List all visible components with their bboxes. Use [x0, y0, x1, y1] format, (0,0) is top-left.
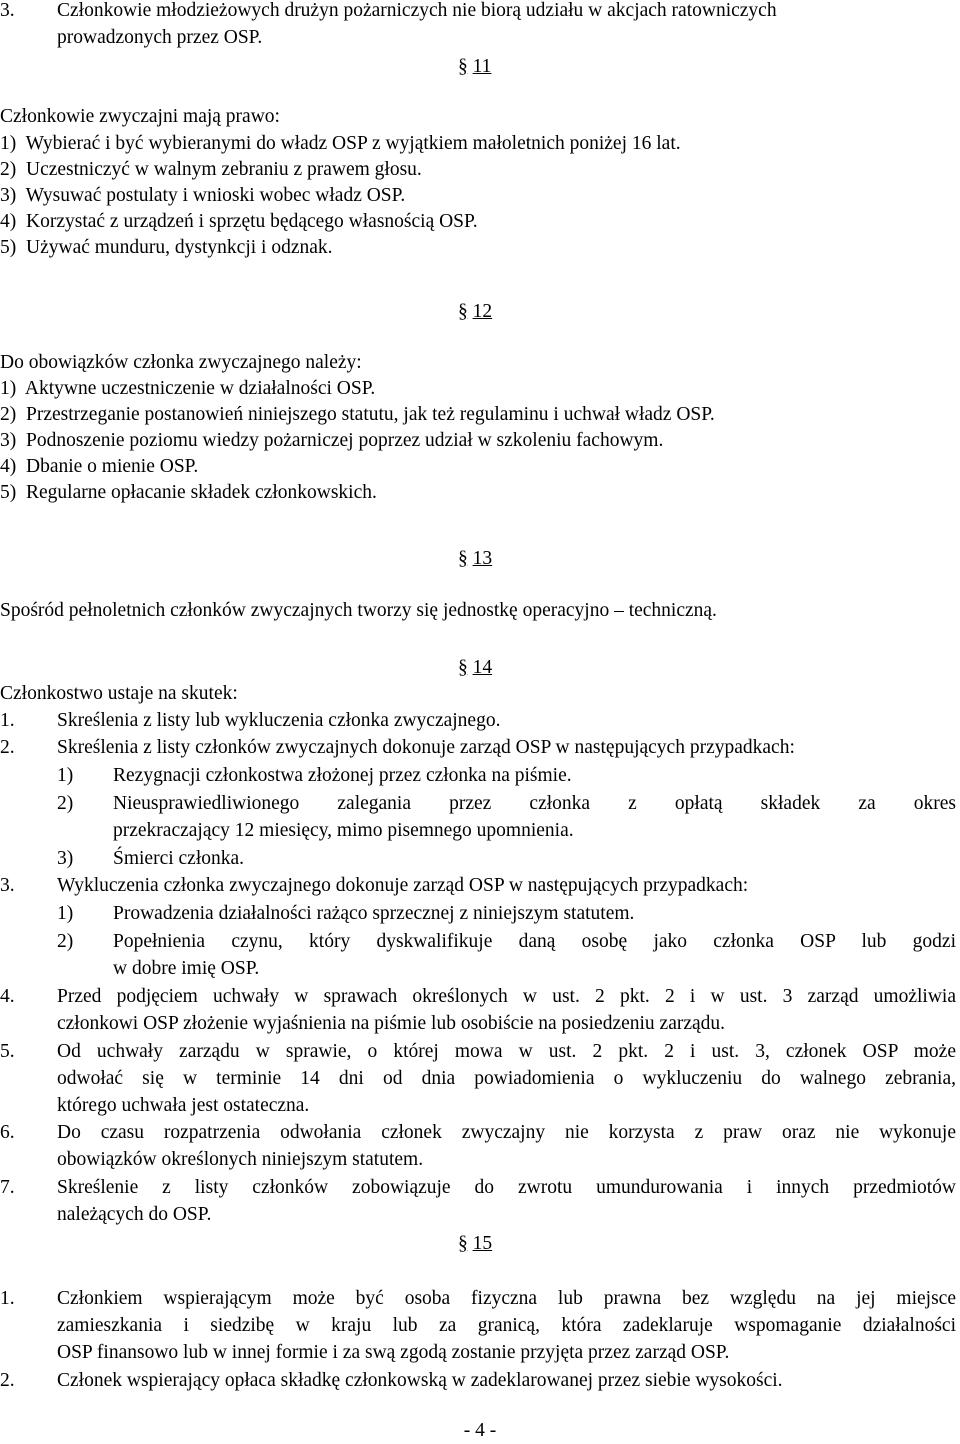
item-text-line: Członkowie młodzieżowych drużyn pożarniczych nie biorą udziału w akcjach ratowniczych [57, 0, 777, 21]
point-text: należących do OSP. [57, 1204, 212, 1225]
section-lead: Członkowie zwyczajni mają prawo: [0, 106, 280, 127]
subpoint-number: 2) [57, 931, 74, 952]
point-text: Skreślenia z listy członków zwyczajnych dokonuje zarząd OSP w następujących przypadkach: [57, 737, 795, 758]
section-heading-14 [458, 654, 492, 681]
section-heading-12 [458, 298, 492, 325]
section-text: Spośród pełnoletnich członków zwyczajnych tworzy się jednostkę operacyjno – techniczną. [0, 600, 717, 621]
section-number: 12 [472, 301, 493, 322]
point-text: obowiązków określonych niniejszym statutem. [57, 1149, 424, 1170]
paragraph-symbol: § [458, 657, 468, 678]
subpoint-text: Prowadzenia działalności rażąco sprzecznej z niniejszym statutem. [113, 903, 635, 924]
point-text: OSP finansowo lub w innej formie i za swą zgodą zostanie przyjęta przez zarząd OSP. [57, 1342, 730, 1363]
section-number: 14 [472, 657, 493, 678]
section-heading-13 [458, 545, 492, 572]
subpoint-number: 3) [57, 848, 74, 869]
subpoint-text: Nieusprawiedliwionego zalegania przez członka z opłatą składek za okres [113, 793, 956, 814]
list-item: 1) Wybierać i być wybieranymi do władz OSP z wyjątkiem małoletnich poniżej 16 lat. [0, 133, 681, 154]
subpoint-number: 1) [57, 765, 74, 786]
point-number: 4. [0, 986, 15, 1007]
point-number: 7. [0, 1177, 15, 1198]
point-text: Od uchwały zarządu w sprawie, o której mowa w ust. 2 pkt. 2 i ust. 3, członek OSP może [57, 1041, 956, 1062]
list-item: 3) Podnoszenie poziomu wiedzy pożarniczej poprzez udział w szkoleniu fachowym. [0, 430, 664, 451]
item-number: 3. [0, 0, 15, 21]
subpoint-number: 2) [57, 793, 74, 814]
subpoint-text: przekraczający 12 miesięcy, mimo pisemnego upomnienia. [113, 820, 574, 841]
point-number: 3. [0, 875, 15, 896]
point-number: 5. [0, 1041, 15, 1062]
point-text: którego uchwała jest ostateczna. [57, 1095, 310, 1116]
list-item: 1) Aktywne uczestniczenie w działalności OSP. [0, 378, 376, 399]
subpoint-text: Rezygnacji członkostwa złożonej przez członka na piśmie. [113, 765, 572, 786]
paragraph-symbol: § [458, 56, 468, 77]
list-item: 4) Korzystać z urządzeń i sprzętu będącego własnością OSP. [0, 211, 478, 232]
point-text: Przed podjęciem uchwały w sprawach określonych w ust. 2 pkt. 2 i w ust. 3 zarząd umożliwia [57, 986, 956, 1007]
point-text: Skreślenia z listy lub wykluczenia członka zwyczajnego. [57, 710, 501, 731]
page-number: - 4 - [463, 1420, 497, 1441]
section-number: 13 [472, 548, 493, 569]
list-item: 5) Regularne opłacanie składek członkowskich. [0, 482, 377, 503]
section-lead: Do obowiązków członka zwyczajnego należy: [0, 352, 362, 373]
section-lead: Członkostwo ustaje na skutek: [0, 683, 238, 704]
point-text: Wykluczenia członka zwyczajnego dokonuje zarząd OSP w następujących przypadkach: [57, 875, 749, 896]
point-number: 6. [0, 1122, 15, 1143]
subpoint-text: Popełnienia czynu, który dyskwalifikuje daną osobę jako członka OSP lub godzi [113, 931, 956, 952]
item-text-line: prowadzonych przez OSP. [57, 27, 263, 48]
paragraph-symbol: § [458, 301, 468, 322]
point-text: Do czasu rozpatrzenia odwołania członek zwyczajny nie korzysta z praw oraz nie wykonuje [57, 1122, 956, 1143]
list-item: 5) Używać munduru, dystynkcji i odznak. [0, 237, 333, 258]
point-number: 1. [0, 710, 15, 731]
list-item: 4) Dbanie o mienie OSP. [0, 456, 199, 477]
section-number: 11 [472, 56, 492, 77]
list-item: 2) Uczestniczyć w walnym zebraniu z prawem głosu. [0, 159, 422, 180]
point-text: członkowi OSP złożenie wyjaśnienia na piśmie lub osobiście na posiedzeniu zarządu. [57, 1013, 726, 1034]
subpoint-text: Śmierci członka. [113, 848, 245, 869]
section-heading-15 [458, 1230, 492, 1257]
section-number: 15 [472, 1233, 493, 1254]
section-heading-11 [458, 53, 491, 80]
subpoint-number: 1) [57, 903, 74, 924]
list-item: 2) Przestrzeganie postanowień niniejszego statutu, jak też regulaminu i uchwał władz OSP. [0, 404, 715, 425]
point-text: zamieszkania i siedzibę w kraju lub za granicą, która zadeklaruje wspomaganie działalności [57, 1315, 956, 1336]
point-text: Skreślenie z listy członków zobowiązuje do zwrotu umundurowania i innych przedmiotów [57, 1177, 956, 1198]
point-number: 2. [0, 737, 15, 758]
paragraph-symbol: § [458, 1233, 468, 1254]
subpoint-text: w dobre imię OSP. [113, 958, 260, 979]
point-text: Członek wspierający opłaca składkę członkowską w zadeklarowanej przez siebie wysokości. [57, 1370, 783, 1391]
list-item: 3) Wysuwać postulaty i wnioski wobec władz OSP. [0, 185, 406, 206]
point-text: Członkiem wspierającym może być osoba fizyczna lub prawna bez względu na jej miejsce [57, 1288, 956, 1309]
paragraph-symbol: § [458, 548, 468, 569]
point-number: 2. [0, 1370, 15, 1391]
point-number: 1. [0, 1288, 15, 1309]
point-text: odwołać się w terminie 14 dni od dnia powiadomienia o wykluczeniu do walnego zebrania, [57, 1068, 956, 1089]
